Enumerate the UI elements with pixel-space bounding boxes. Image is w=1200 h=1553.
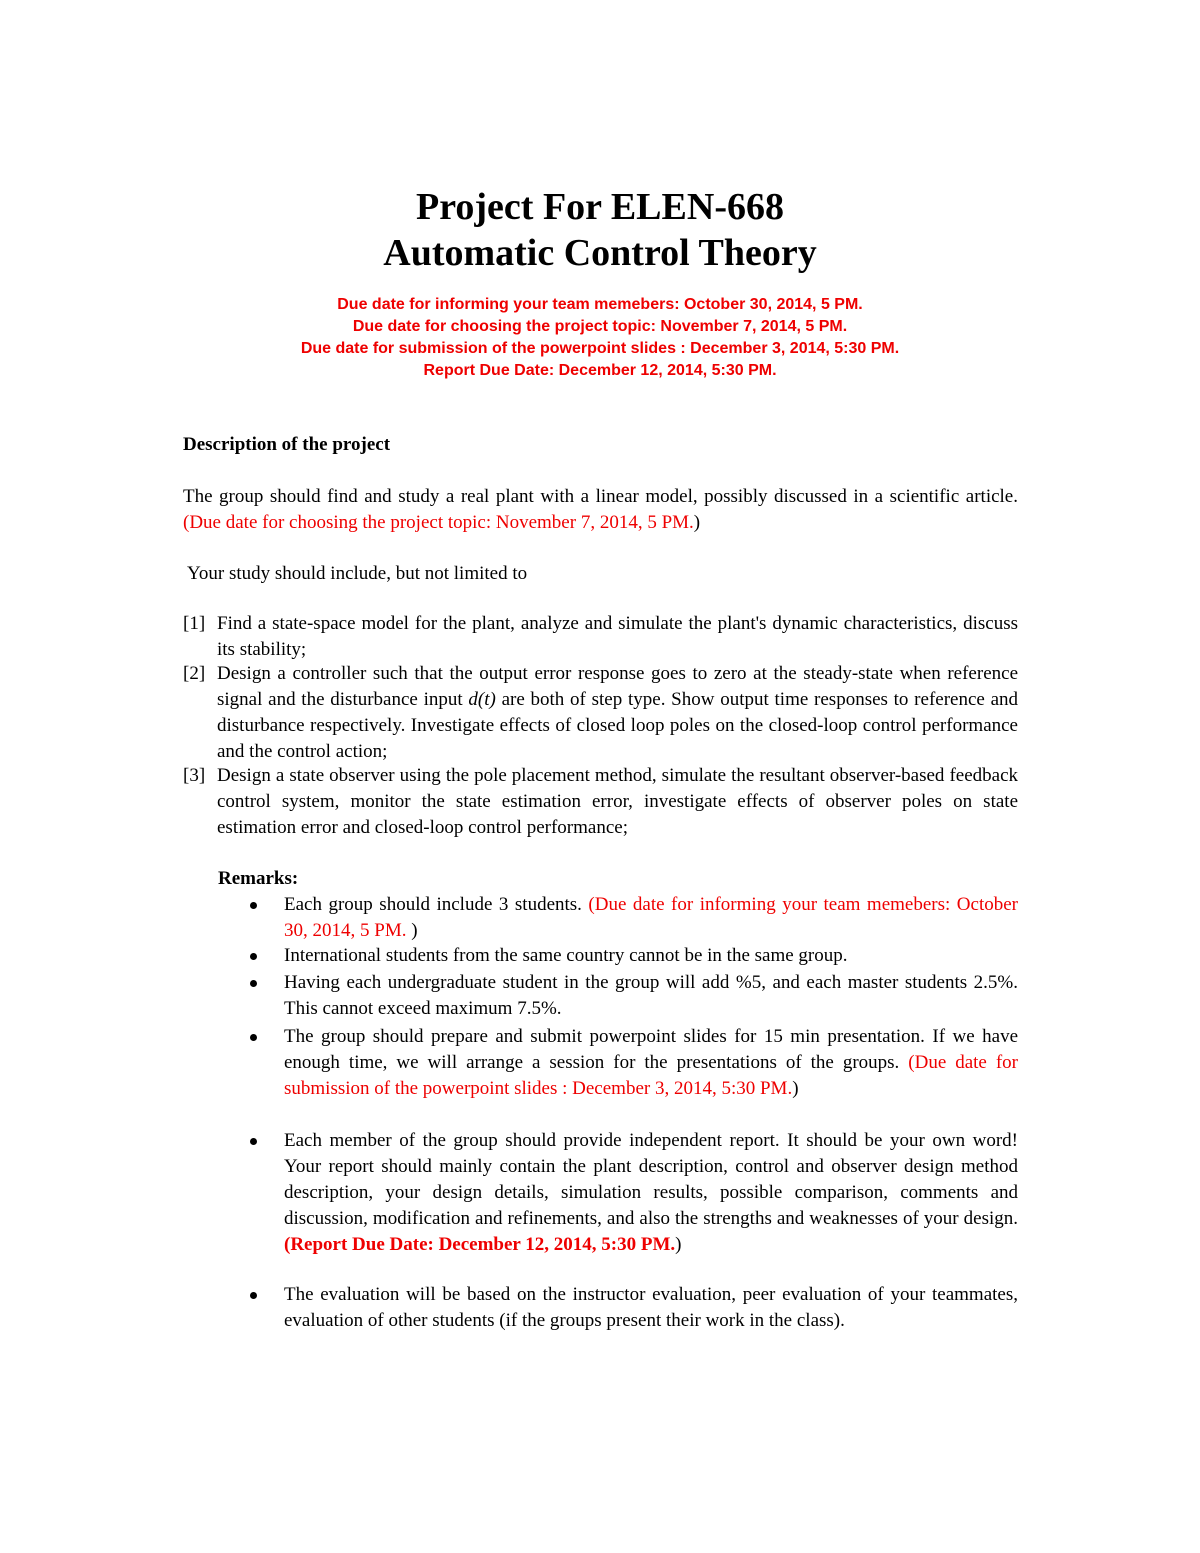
study-item [183,763,1018,841]
item-text-part: are both of step type. Show output time responses to reference and disturbance respectively. Investigate effects of closed loop poles on the closed-loop control performance and the control action; [217,689,1019,762]
study-item [183,611,1018,663]
remark-text-part: The group should prepare and submit powerpoint slides for 15 min presentation. If we have enough time, we will arrange a session for the presentations of the groups. [284,1026,1018,1073]
intro-due-date: (Due date for choosing the project topic: November 7, 2014, 5 PM. [183,512,694,533]
remark-text-part: ) [792,1078,799,1099]
intro-text: The group should find and study a real plant with a linear model, possibly discussed in a scientific article. [183,486,1018,507]
due-date-report: Report Due Date: December 12, 2014, 5:30 PM. [423,362,777,379]
item-text: Design a state observer using the pole placement method, simulate the resultant observer-based feedback control system, monitor the state estimation error, investigate effects of observer poles on state estimation error and closed-loop control performance; [217,765,1018,838]
remark-text [284,892,1018,944]
study-item [183,661,1018,765]
bullet-icon [250,1138,257,1145]
remark-text-part: Each member of the group should provide independent report. It should be your own word! Your report should mainly contain the plant description, control and observer design method description, your design details, simulation results, possible comparison, comments and discussion, modification and refinements, and also the strengths and weaknesses of your design. [284,1130,1018,1229]
due-date-slides: Due date for submission of the powerpoint slides : December 3, 2014, 5:30 PM. [300,340,900,357]
item-text: Find a state-space model for the plant, analyze and simulate the plant's dynamic characteristics, discuss its stability; [217,613,1018,660]
intro-end: ) [693,512,701,533]
remark-text [284,1128,1018,1258]
study-line: Your study should include, but not limited to [183,563,528,584]
remark-item [250,1282,1018,1334]
item-text-part: Design a controller such that the output error response goes to zero at the steady-state when reference signal and the disturbance input [217,663,1018,710]
item-number: [2] [183,663,206,684]
remark-item [250,1128,1018,1258]
remark-item [250,970,1018,1022]
remark-text-part: ) [675,1234,682,1255]
bullet-icon [250,902,257,909]
description-intro [183,484,1018,536]
due-date-topic: Due date for choosing the project topic: November 7, 2014, 5 PM. [352,318,848,335]
remark-item [250,892,1018,944]
due-date-team: Due date for informing your team memebers: October 30, 2014, 5 PM. [337,296,863,313]
bullet-icon [250,1034,257,1041]
bullet-icon [250,953,257,960]
item-number: [1] [183,613,206,634]
remark-text-part: Each group should include 3 students. [284,894,589,915]
bullet-icon [250,1292,257,1299]
remark-due-date: (Due date for submission of the powerpoint slides : December 3, 2014, 5:30 PM. [284,1052,1018,1099]
remark-text: The evaluation will be based on the instructor evaluation, peer evaluation of your teammates, evaluation of other students (if the groups present their work in the class). [284,1284,1018,1331]
remark-due-date: (Report Due Date: December 12, 2014, 5:30 PM. [284,1234,676,1255]
remark-text: Having each undergraduate student in the group will add %5, and each master students 2.5%. This cannot exceed maximum 7.5%. [284,972,1018,1019]
remark-text-part: ) [411,920,418,941]
disturbance-symbol: d(t) [468,689,496,710]
bullet-icon [250,980,257,987]
page-title: Project For ELEN-668 [416,186,784,228]
remark-due-date: (Due date for informing your team memebers: October 30, 2014, 5 PM. [284,894,1018,941]
page-subtitle: Automatic Control Theory [383,232,817,274]
remark-text [284,1024,1018,1102]
item-number: [3] [183,765,206,786]
remark-item [250,943,1018,969]
remarks-heading: Remarks: [218,868,299,889]
item-text [217,661,1018,765]
remark-item [250,1024,1018,1102]
remark-text: International students from the same country cannot be in the same group. [284,945,848,966]
description-heading: Description of the project [183,434,391,455]
